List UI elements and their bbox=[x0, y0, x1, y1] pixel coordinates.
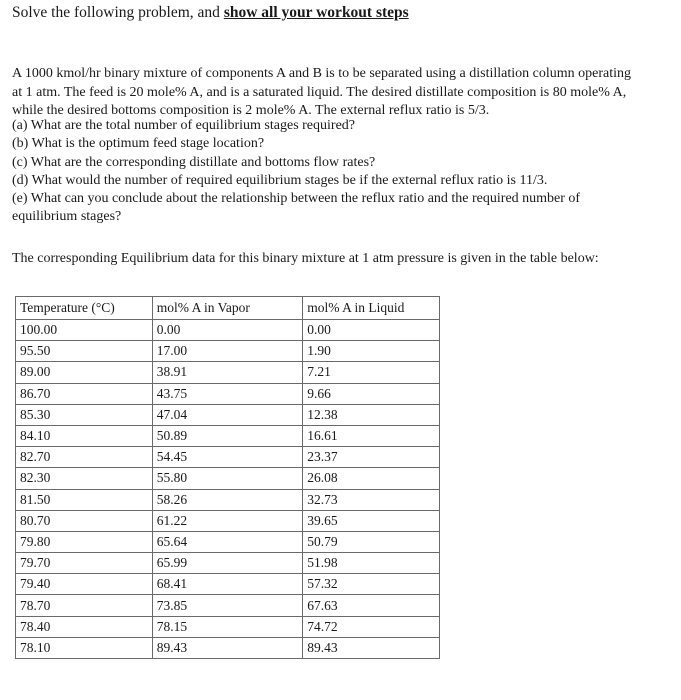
temperature-cell: 78.70 bbox=[16, 595, 153, 616]
table-row bbox=[16, 616, 440, 637]
table-row bbox=[16, 553, 440, 574]
question-d: (d) What would the number of required equilibrium stages be if the external reflux ratio is 11/3. bbox=[12, 172, 548, 188]
temperature-cell: 85.30 bbox=[16, 404, 153, 425]
instruction-text: Solve the following problem, and bbox=[12, 4, 224, 21]
temperature-cell: 86.70 bbox=[16, 383, 153, 404]
liquid-cell: 51.98 bbox=[303, 553, 440, 574]
temperature-cell: 81.50 bbox=[16, 489, 153, 510]
header-vapor: mol% A in Vapor bbox=[152, 297, 303, 320]
table-row bbox=[16, 362, 440, 383]
temperature-cell: 82.70 bbox=[16, 447, 153, 468]
instruction-emphasis: show all your workout steps bbox=[223, 4, 409, 21]
temperature-cell: 89.00 bbox=[16, 362, 153, 383]
liquid-cell: 26.08 bbox=[303, 468, 440, 489]
vapor-cell: 54.45 bbox=[152, 447, 303, 468]
question-b: (b) What is the optimum feed stage location? bbox=[12, 136, 265, 152]
table-row bbox=[16, 489, 440, 510]
liquid-cell: 32.73 bbox=[303, 489, 440, 510]
liquid-cell: 12.38 bbox=[303, 404, 440, 425]
liquid-cell: 9.66 bbox=[303, 383, 440, 404]
problem-statement: A 1000 kmol/hr binary mixture of components A and B is to be separated using a distillation column operating at 1 atm. The feed is 20 mole% A, and is a saturated liquid. The desired distillate composition is 80 mole% A, while the desired bottoms composition is 2 mole% A. The external reflux ratio is 5/3. bbox=[12, 66, 632, 118]
liquid-cell: 23.37 bbox=[303, 447, 440, 468]
temperature-cell: 78.40 bbox=[16, 616, 153, 637]
vapor-cell: 38.91 bbox=[152, 362, 303, 383]
temperature-cell: 79.40 bbox=[16, 574, 153, 595]
vapor-cell: 65.64 bbox=[152, 531, 303, 552]
vapor-cell: 55.80 bbox=[152, 468, 303, 489]
temperature-cell: 100.00 bbox=[16, 320, 153, 341]
table-row bbox=[16, 447, 440, 468]
temperature-cell: 80.70 bbox=[16, 510, 153, 531]
question-a: (a) What are the total number of equilibrium stages required? bbox=[12, 118, 355, 133]
liquid-cell: 67.63 bbox=[303, 595, 440, 616]
liquid-cell: 74.72 bbox=[303, 616, 440, 637]
vapor-cell: 78.15 bbox=[152, 616, 303, 637]
table-row bbox=[16, 595, 440, 616]
liquid-cell: 39.65 bbox=[303, 510, 440, 531]
question-list bbox=[12, 117, 642, 227]
temperature-cell: 82.30 bbox=[16, 468, 153, 489]
temperature-cell: 79.80 bbox=[16, 531, 153, 552]
liquid-cell: 50.79 bbox=[303, 531, 440, 552]
vapor-cell: 65.99 bbox=[152, 553, 303, 574]
vapor-cell: 50.89 bbox=[152, 425, 303, 446]
temperature-cell: 95.50 bbox=[16, 341, 153, 362]
table-row bbox=[16, 637, 440, 658]
liquid-cell: 16.61 bbox=[303, 425, 440, 446]
table-row bbox=[16, 574, 440, 595]
header-liquid: mol% A in Liquid bbox=[303, 297, 440, 320]
instruction-header bbox=[12, 4, 409, 22]
liquid-cell: 7.21 bbox=[303, 362, 440, 383]
equilibrium-table bbox=[15, 296, 440, 659]
table-row bbox=[16, 320, 440, 341]
vapor-cell: 89.43 bbox=[152, 637, 303, 658]
question-e: (e) What can you conclude about the relationship between the reflux ratio and the required number of equilibrium stages? bbox=[12, 191, 581, 225]
vapor-cell: 47.04 bbox=[152, 404, 303, 425]
table-body bbox=[16, 320, 440, 659]
liquid-cell: 57.32 bbox=[303, 574, 440, 595]
vapor-cell: 73.85 bbox=[152, 595, 303, 616]
liquid-cell: 1.90 bbox=[303, 341, 440, 362]
table-intro: The corresponding Equilibrium data for this binary mixture at 1 atm pressure is given in the table below: bbox=[12, 251, 599, 266]
vapor-cell: 58.26 bbox=[152, 489, 303, 510]
table-row bbox=[16, 383, 440, 404]
liquid-cell: 0.00 bbox=[303, 320, 440, 341]
vapor-cell: 61.22 bbox=[152, 510, 303, 531]
table-row bbox=[16, 341, 440, 362]
table-row bbox=[16, 404, 440, 425]
vapor-cell: 0.00 bbox=[152, 320, 303, 341]
liquid-cell: 89.43 bbox=[303, 637, 440, 658]
temperature-cell: 84.10 bbox=[16, 425, 153, 446]
vapor-cell: 43.75 bbox=[152, 383, 303, 404]
vapor-cell: 17.00 bbox=[152, 341, 303, 362]
question-c: (c) What are the corresponding distillate and bottoms flow rates? bbox=[12, 154, 376, 170]
table-row bbox=[16, 468, 440, 489]
table-row bbox=[16, 531, 440, 552]
table-header-row bbox=[16, 297, 440, 320]
temperature-cell: 79.70 bbox=[16, 553, 153, 574]
table-row bbox=[16, 425, 440, 446]
table-row bbox=[16, 510, 440, 531]
temperature-cell: 78.10 bbox=[16, 637, 153, 658]
vapor-cell: 68.41 bbox=[152, 574, 303, 595]
header-temperature: Temperature (°C) bbox=[16, 297, 153, 320]
